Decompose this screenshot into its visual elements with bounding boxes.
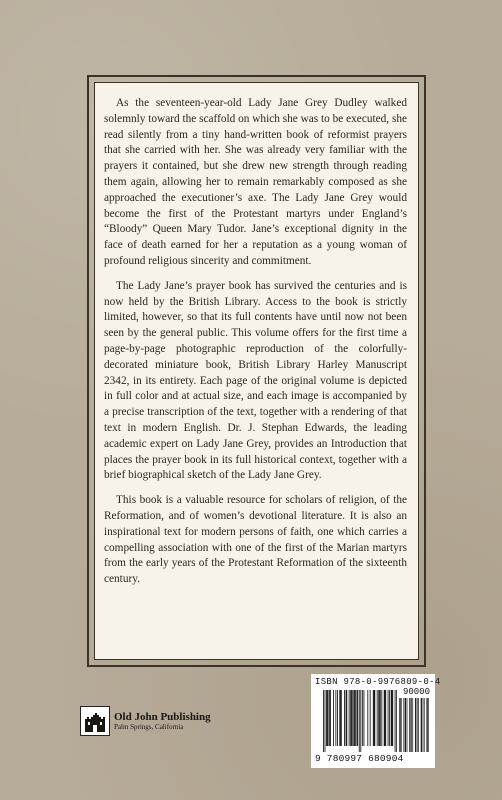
addon-bar — [427, 698, 428, 752]
barcode-bar — [392, 690, 393, 746]
publisher-imprint — [80, 706, 211, 736]
barcode-bar — [355, 690, 356, 746]
barcode-bar — [396, 690, 397, 752]
barcode-bar — [335, 690, 336, 746]
barcode-bar — [392, 690, 393, 746]
addon-bar — [423, 698, 424, 752]
addon-bar — [399, 698, 400, 752]
barcode-bar — [385, 690, 386, 746]
addon-bar — [428, 698, 429, 752]
barcode-bar — [346, 690, 347, 746]
barcode-bar — [350, 690, 351, 746]
barcode-bar — [339, 690, 340, 746]
addon-bar — [409, 698, 410, 752]
barcode-bar — [380, 690, 381, 746]
addon-bar — [417, 698, 418, 752]
addon-bar — [405, 698, 406, 752]
barcode-bar — [337, 690, 338, 746]
publisher-name: Old John Publishing — [114, 710, 211, 723]
barcode-bar — [388, 690, 389, 746]
barcode-bar — [370, 690, 371, 746]
barcode-bar — [395, 690, 396, 752]
barcode-bar — [385, 690, 386, 746]
barcode-bar — [354, 690, 355, 746]
blurb-paragraph-1: As the seventeen-year-old Lady Jane Grey Dudley walked solemnly toward the scaffold on which she was to be executed, she read silently from a tiny hand-written book of reformist prayers that she carried with her. She was already very familiar with the prayers it contained, but she drew new strength through reading them again, allowing her to remain remarkably composed as she approached the executioner’s axe. The Lady Jane Grey would become the first of the Protestant martyrs under England’s “Bloody” Queen Mary Tudor. Jane’s exceptional dignity in the face of death earned for her a reputation as a young woman of profound religious sincerity and commitment. — [104, 97, 407, 267]
barcode-bar — [325, 690, 326, 752]
barcode-bar — [357, 690, 358, 746]
isbn-barcode-box — [311, 674, 441, 768]
barcode-bar — [359, 690, 360, 752]
barcode-bar — [341, 690, 342, 746]
barcode-bar — [389, 690, 390, 746]
barcode-bar — [344, 690, 345, 746]
barcode-bar — [381, 690, 382, 746]
barcode-bar — [327, 690, 328, 746]
barcode-bar — [330, 690, 331, 746]
barcode-bar — [364, 690, 365, 746]
blurb-paragraph-2: The Lady Jane’s prayer book has survived the centuries and is now held by the British Library. Access to the book is strictly limited, however, so that its full contents have until now not been seen by the general public. This volume offers for the first time a page-by-page photographic reproduction of the colorfully-decorated miniature book, British Library Harley Manuscript 2342, in its entirety. Each page of the original volume is depicted in full color and at actual size, and each image is accompanied by a precise transcription of the text, together with a rendering of that text in modern English. Dr. J. Stephan Edwards, the leading academic expert on Lady Jane Grey, provides an Introduction that places the prayer book in its full historical context, together with a brief biographical sketch of the Lady Jane Grey. — [104, 279, 407, 482]
barcode-bar — [374, 690, 375, 746]
addon-bar — [415, 698, 416, 752]
addon-bar — [411, 698, 412, 752]
addon-bar — [416, 698, 417, 752]
barcode-bar — [391, 690, 392, 746]
barcode-bar — [328, 690, 329, 746]
back-cover-blurb — [104, 96, 407, 597]
barcode-bar — [323, 690, 324, 752]
barcode-bar — [329, 690, 330, 746]
barcode-bar — [384, 690, 385, 746]
barcode-bar — [367, 690, 368, 746]
addon-bar — [418, 698, 419, 752]
addon-bar — [401, 698, 402, 752]
addon-bar — [412, 698, 413, 752]
barcode-bar — [374, 690, 375, 746]
barcode-bar — [379, 690, 380, 746]
barcode-bar — [333, 690, 334, 746]
addon-bar — [426, 698, 427, 752]
barcode-bar — [373, 690, 374, 746]
barcode-digits: 9 780997 680904 — [315, 753, 404, 764]
addon-bar — [400, 698, 401, 752]
barcode-bar — [353, 690, 354, 746]
barcode-bar — [352, 690, 353, 746]
addon-bar — [403, 698, 404, 752]
addon-bar — [405, 698, 406, 752]
addon-bar — [407, 698, 408, 752]
barcode-bar — [340, 690, 341, 746]
isbn-label: ISBN 978-0-9976809-0-4 — [315, 677, 441, 687]
barcode-bar — [362, 690, 363, 746]
addon-bar — [421, 698, 422, 752]
barcode-bar — [326, 690, 327, 746]
barcode-bar — [351, 690, 352, 746]
barcode-bar — [377, 690, 378, 746]
addon-barcode — [399, 698, 429, 752]
price-code: 90000 — [402, 687, 430, 697]
ean-barcode — [323, 690, 397, 752]
addon-bar — [421, 698, 422, 752]
barcode-bar — [378, 690, 379, 746]
publisher-location: Palm Springs, California — [114, 722, 184, 731]
barcode-bar — [356, 690, 357, 746]
blurb-paragraph-3: This book is a valuable resource for scholars of religion, of the Reformation, and of women’s devotional literature. It is also an inspirational text for modern persons of faith, one which carries a compelling association with one of the first of the Marian martyrs from the early years of the Protestant Reformation of the sixteenth century. — [104, 494, 407, 586]
barcode-bar — [360, 690, 361, 752]
barcode-bar — [346, 690, 347, 746]
castle-tower-icon — [80, 706, 110, 736]
addon-bar — [424, 698, 425, 752]
barcode-bar — [349, 690, 350, 746]
addon-bar — [410, 698, 411, 752]
